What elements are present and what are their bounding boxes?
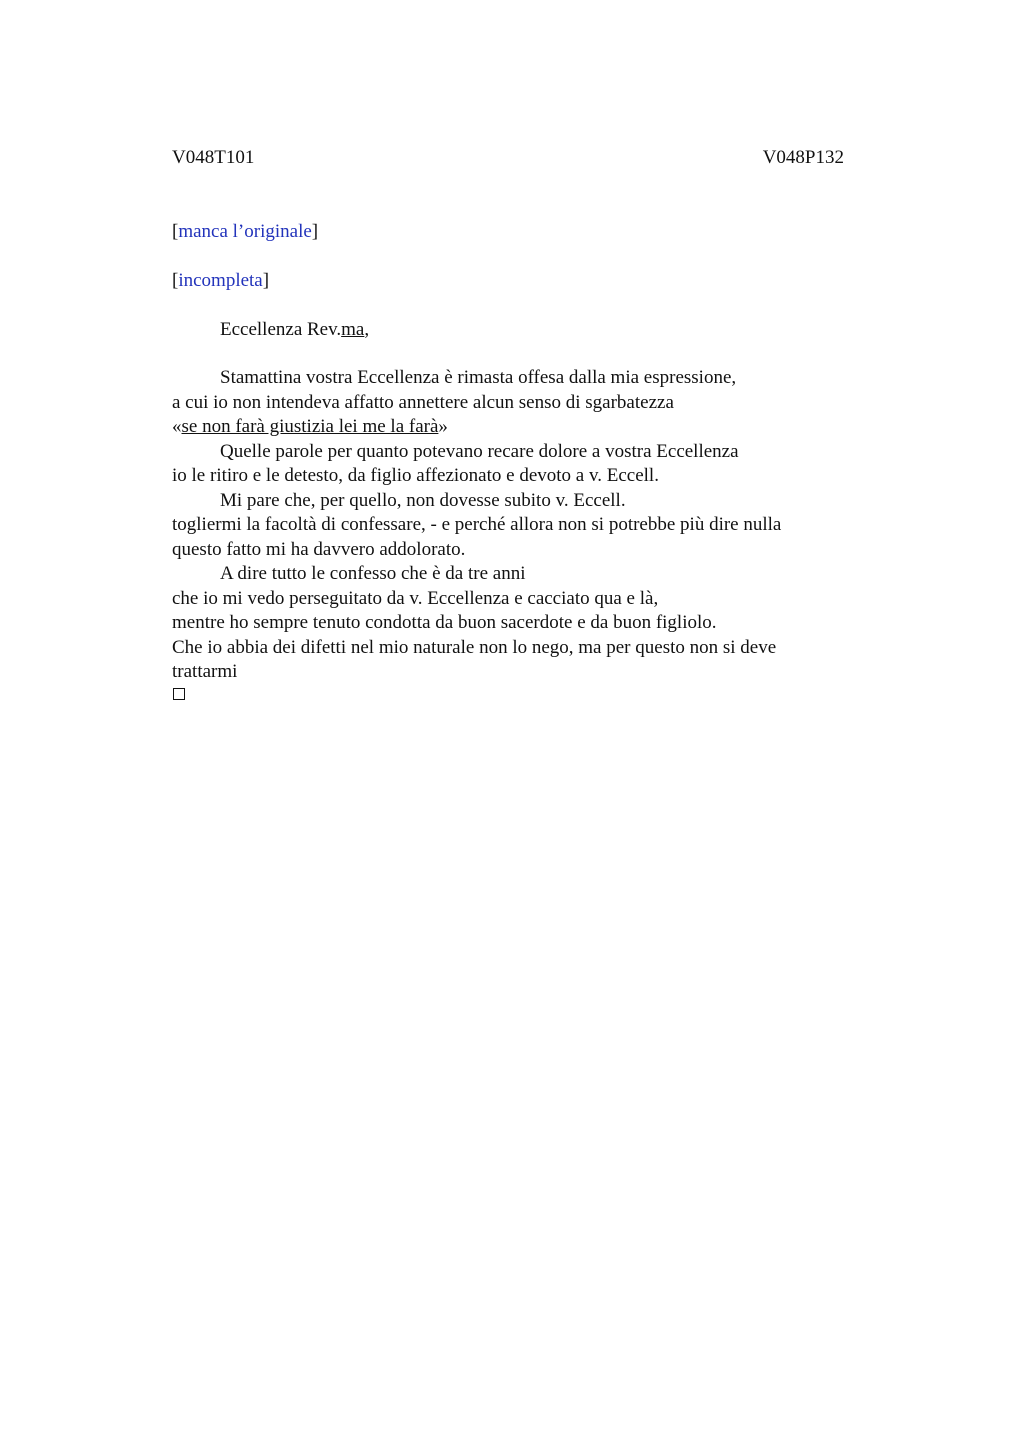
letter-line: io le ritiro e le detesto, da figlio affezionato e devoto a v. Eccell. [172, 465, 659, 486]
letter-line: mentre ho sempre tenuto condotta da buon sacerdote e da buon figliolo. [172, 612, 717, 633]
letter-line: questo fatto mi ha davvero addolorato. [172, 538, 466, 560]
bracket-open: [ [172, 221, 179, 242]
letter-line: Stamattina vostra Eccellenza è rimasta offesa dalla mia espressione, [220, 367, 737, 388]
letter-line: Che io abbia dei difetti nel mio naturale non lo nego, ma per questo non si deve [172, 636, 777, 658]
bracket-close: ] [311, 221, 319, 242]
editorial-note-missing-original [172, 221, 318, 243]
quoted-text: se non farà giustizia lei me la farà [181, 416, 439, 437]
salutation [220, 319, 369, 341]
letter-line: Quelle parole per quanto potevano recare dolore a vostra Eccellenza [220, 440, 739, 462]
salutation-suffix: , [364, 319, 370, 340]
bracket-close: ] [262, 270, 270, 291]
note-text: incompleta [178, 270, 263, 291]
editorial-note-incomplete [172, 270, 269, 292]
quote-open: « [172, 416, 182, 437]
letter-line: trattarmi [172, 661, 238, 682]
document-code-right: V048P132 [762, 147, 844, 168]
letter-body [172, 366, 872, 685]
letter-line: togliermi la facoltà di confessare, - e perché allora non si potrebbe più dire nulla [172, 514, 782, 535]
salutation-abbrev: ma [341, 319, 365, 340]
empty-square-icon [173, 688, 185, 700]
letter-line: A dire tutto le confesso che è da tre anni [220, 563, 526, 584]
document-code-left: V048T101 [172, 147, 255, 168]
quoted-line [172, 415, 872, 440]
quote-close: » [438, 416, 448, 437]
letter-line: Mi pare che, per quello, non dovesse subito v. Eccell. [220, 489, 626, 511]
note-text: manca l’originale [178, 221, 312, 242]
letter-line: che io mi vedo perseguitato da v. Eccellenza e cacciato qua e là, [172, 587, 659, 609]
salutation-prefix: Eccellenza Rev. [220, 319, 342, 340]
letter-line: a cui io non intendeva affatto annettere alcun senso di sgarbatezza [172, 391, 674, 413]
bracket-open: [ [172, 270, 179, 291]
